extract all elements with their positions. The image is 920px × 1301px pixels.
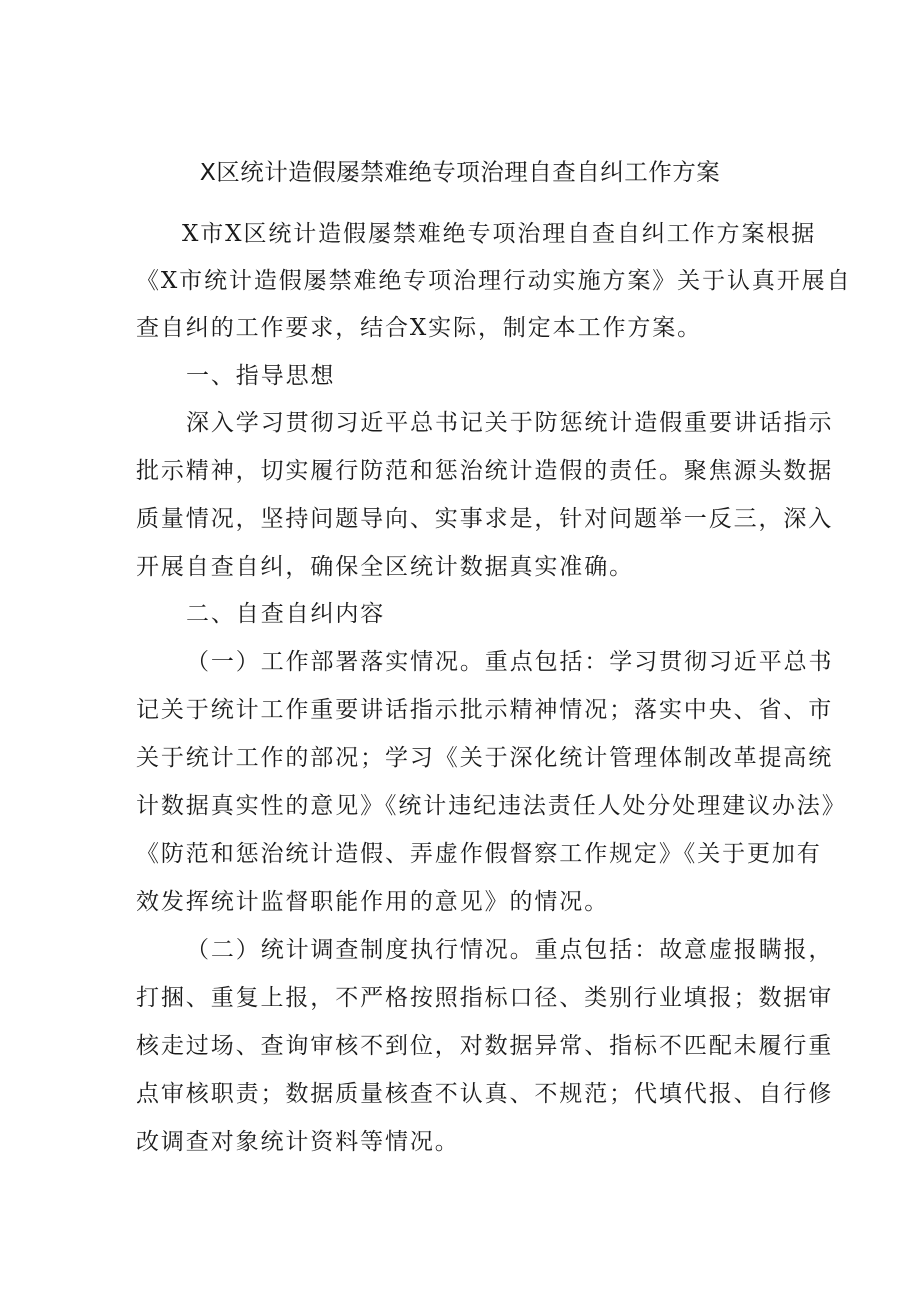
paragraph-line: 核走过场、查询审核不到位，对数据异常、指标不匹配未履行重 [136, 1033, 834, 1059]
paragraph-line: 点审核职责；数据质量核查不认真、不规范；代填代报、自行修 [136, 1081, 834, 1107]
paragraph-line: 计数据真实性的意见》《统计违纪违法责任人处分处理建议办法》 [136, 793, 847, 819]
paragraph-line: 《X市统计造假屡禁难绝专项治理行动实施方案》关于认真开展自 [136, 268, 852, 294]
paragraph-line: 批示精神，切实履行防范和惩治统计造假的责任。聚焦源头数据 [136, 458, 834, 484]
paragraph-line: 查自纠的工作要求，结合X实际，制定本工作方案。 [136, 315, 703, 341]
paragraph-line: 质量情况，坚持问题导向、实事求是，针对问题举一反三，深入 [136, 506, 834, 532]
paragraph-line: 改调查对象统计资料等情况。 [136, 1129, 460, 1155]
paragraph-line: X市X区统计造假屡禁难绝专项治理自查自纠工作方案根据 [182, 221, 817, 247]
paragraph-line: 开展自查自纠，确保全区统计数据真实准确。 [136, 554, 634, 580]
paragraph-line: （二）统计调查制度执行情况。重点包括：故意虚报瞒报， [186, 937, 834, 963]
paragraph-line: 《防范和惩治统计造假、弄虚作假督察工作规定》《关于更加有 [136, 841, 822, 867]
paragraph-line: 关于统计工作的部况；学习《关于深化统计管理体制改革提高统 [136, 745, 834, 771]
section-heading: 二、自查自纠内容 [186, 601, 386, 627]
paragraph-line: 打捆、重复上报，不严格按照指标口径、类别行业填报；数据审 [136, 985, 834, 1011]
paragraph-line: （一）工作部署落实情况。重点包括：学习贯彻习近平总书 [186, 649, 834, 675]
paragraph-line: 深入学习贯彻习近平总书记关于防惩统计造假重要讲话指示 [186, 410, 834, 436]
section-heading: 一、指导思想 [186, 363, 336, 389]
document-title: X区统计造假屡禁难绝专项治理自查自纠工作方案 [199, 158, 721, 186]
paragraph-line: 记关于统计工作重要讲话指示批示精神情况；落实中央、省、市 [136, 697, 834, 723]
paragraph-line: 效发挥统计监督职能作用的意见》的情况。 [136, 889, 610, 915]
